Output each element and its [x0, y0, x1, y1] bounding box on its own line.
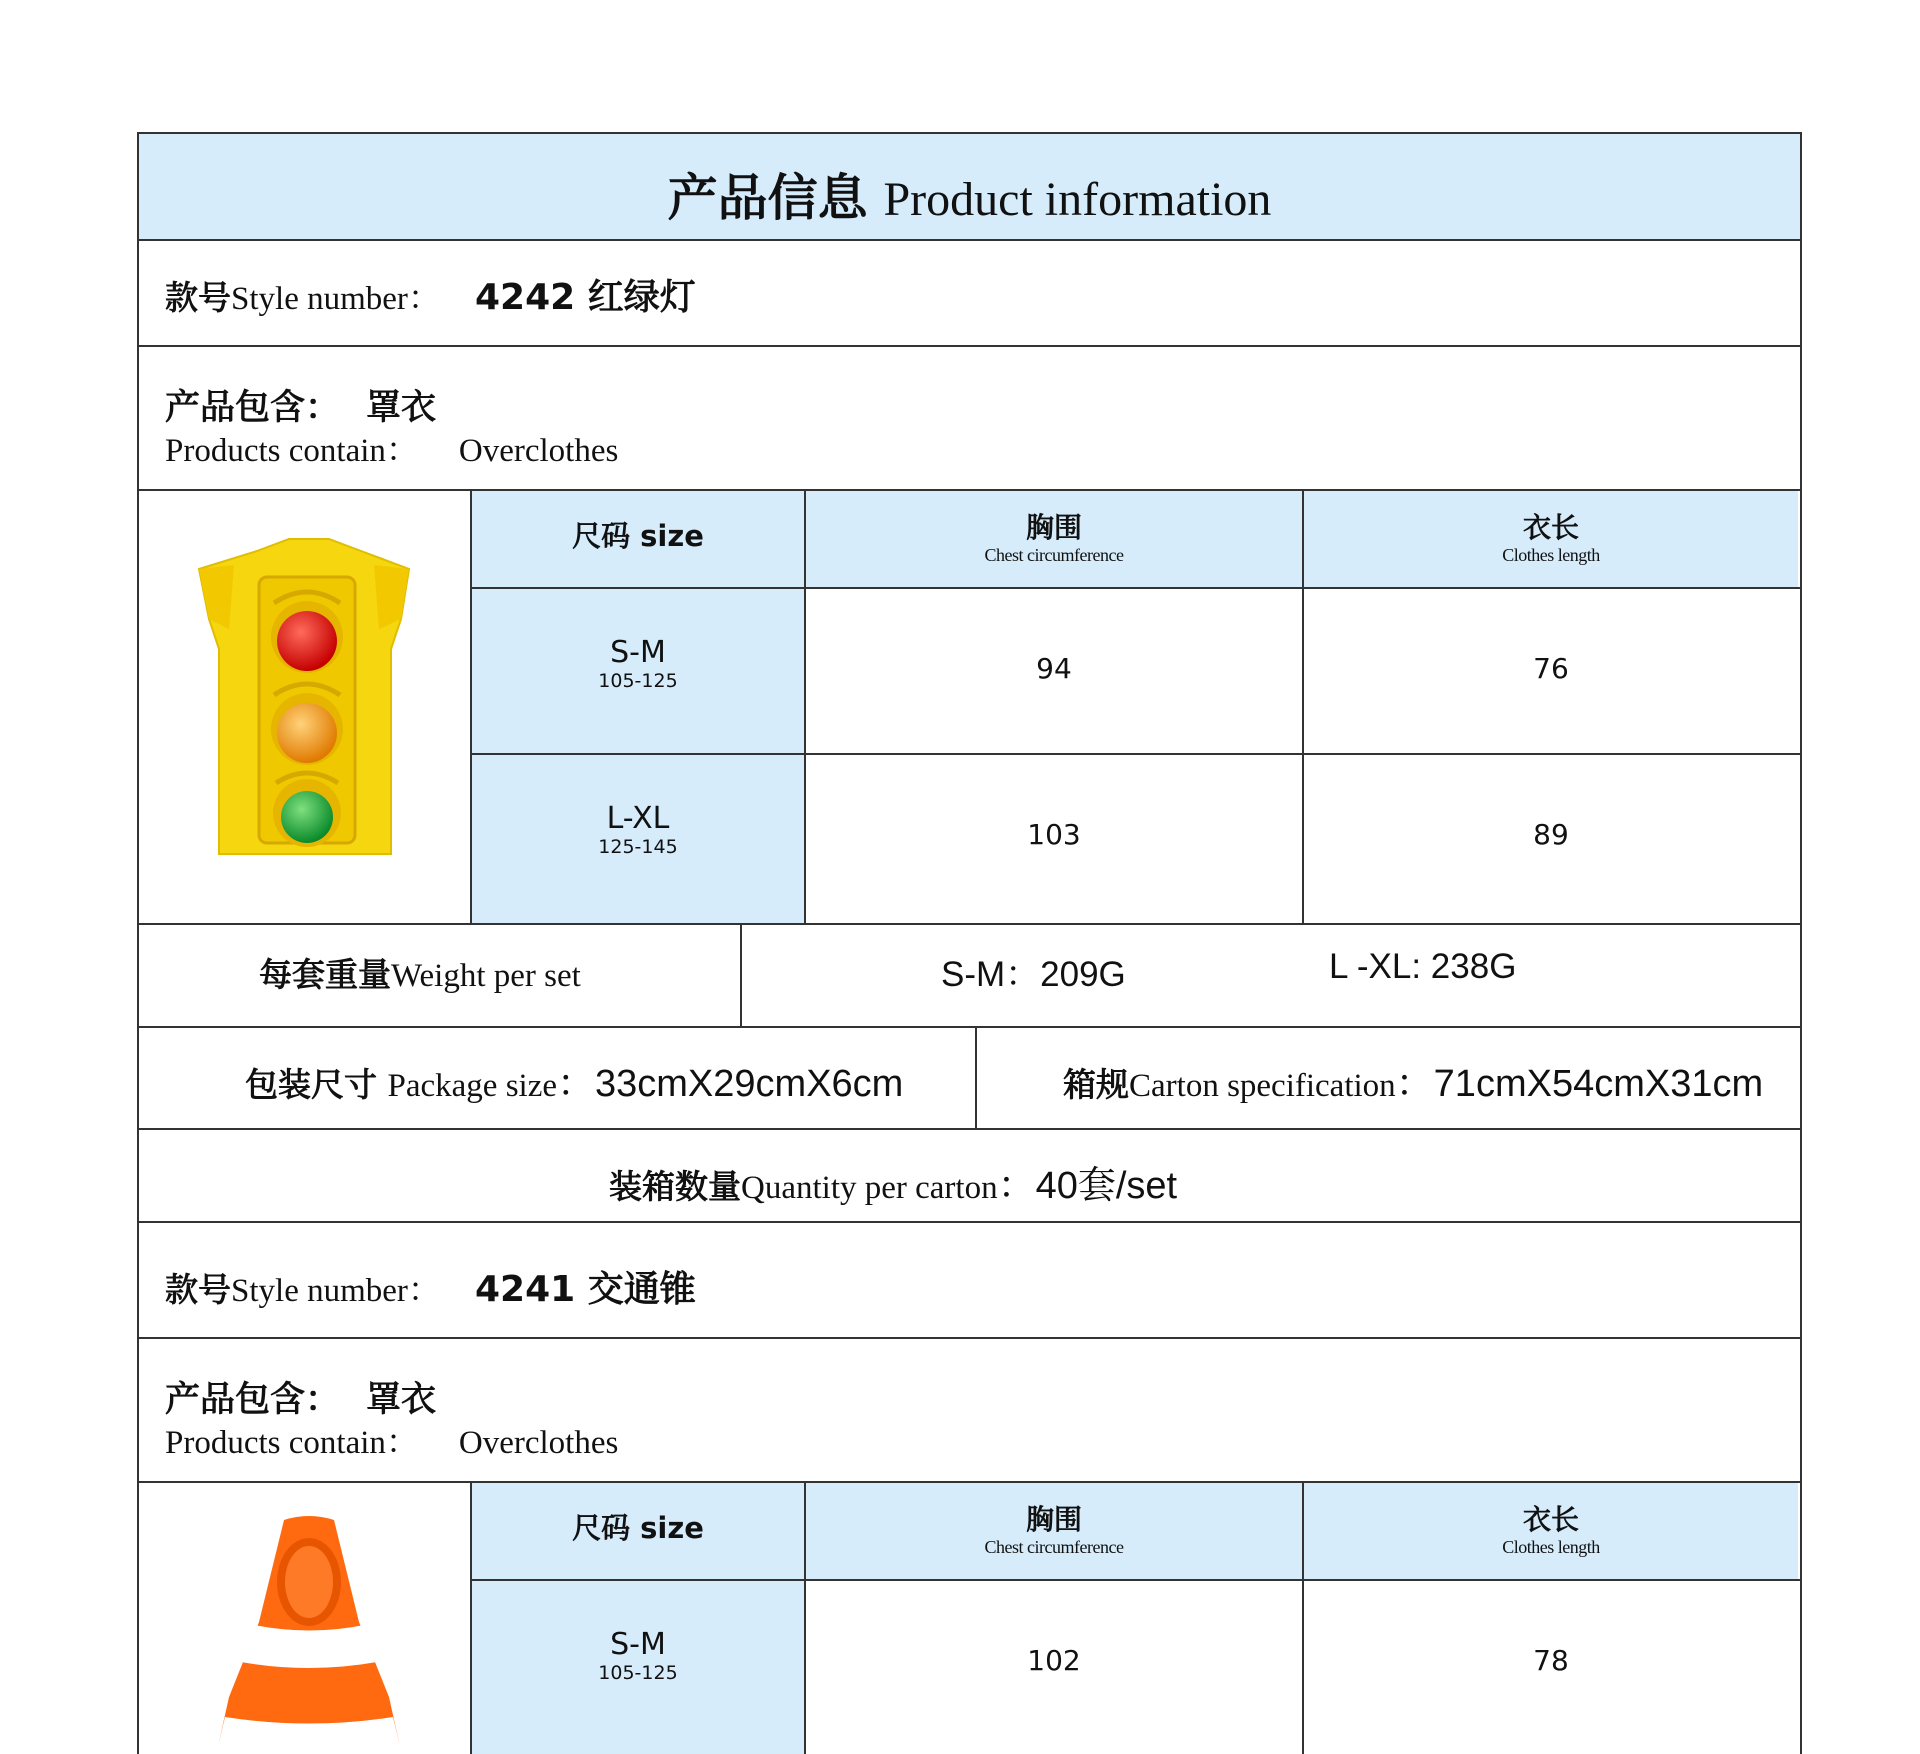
length-value: 89	[1533, 818, 1569, 851]
weight-label: 每套重量Weight per set	[259, 955, 581, 994]
col-length-header: 衣长 Clothes length	[1502, 1503, 1600, 1557]
products-contain-cn: 产品包含： 罩衣	[165, 1380, 437, 1420]
style-number-value: 4242 红绿灯	[475, 277, 696, 318]
page-title: 产品信息 Product information	[667, 169, 1272, 227]
traffic-cone-costume-icon	[189, 1512, 429, 1742]
col-size-header: 尺码 size	[572, 1511, 704, 1545]
traffic-light-costume-icon	[179, 529, 429, 869]
chest-value: 94	[1036, 652, 1072, 685]
size-cell: L-XL 125-145	[598, 801, 678, 858]
products-contain-cn: 产品包含： 罩衣	[165, 388, 437, 428]
chest-value: 103	[1027, 818, 1081, 851]
style-number-label: 款号Style number：	[165, 1270, 441, 1309]
chest-value: 102	[1027, 1644, 1081, 1677]
weight-lxl: L -XL: 238G	[1329, 947, 1517, 986]
package-size: 包装尺寸 Package size：33cmX29cmX6cm	[245, 1063, 904, 1105]
product-info-sheet	[137, 132, 1802, 1754]
style-number-value: 4241 交通锥	[475, 1269, 696, 1310]
length-value: 78	[1533, 1644, 1569, 1677]
col-chest-header: 胸围 Chest circumference	[984, 511, 1124, 565]
col-chest-header: 胸围 Chest circumference	[984, 1503, 1124, 1557]
products-contain-en: Products contain： Overclothes	[165, 433, 619, 469]
length-value: 76	[1533, 652, 1569, 685]
col-length-header: 衣长 Clothes length	[1502, 511, 1600, 565]
quantity-per-carton: 装箱数量Quantity per carton：40套/set	[609, 1165, 1178, 1207]
weight-sm: S-M：209G	[941, 955, 1126, 994]
carton-spec: 箱规Carton specification：71cmX54cmX31cm	[1063, 1063, 1764, 1105]
size-cell: S-M 105-125	[598, 1627, 678, 1684]
style-number-label: 款号Style number：	[165, 278, 441, 317]
col-size-header: 尺码 size	[572, 519, 704, 553]
size-cell: S-M 105-125	[598, 635, 678, 692]
products-contain-en: Products contain： Overclothes	[165, 1425, 619, 1461]
